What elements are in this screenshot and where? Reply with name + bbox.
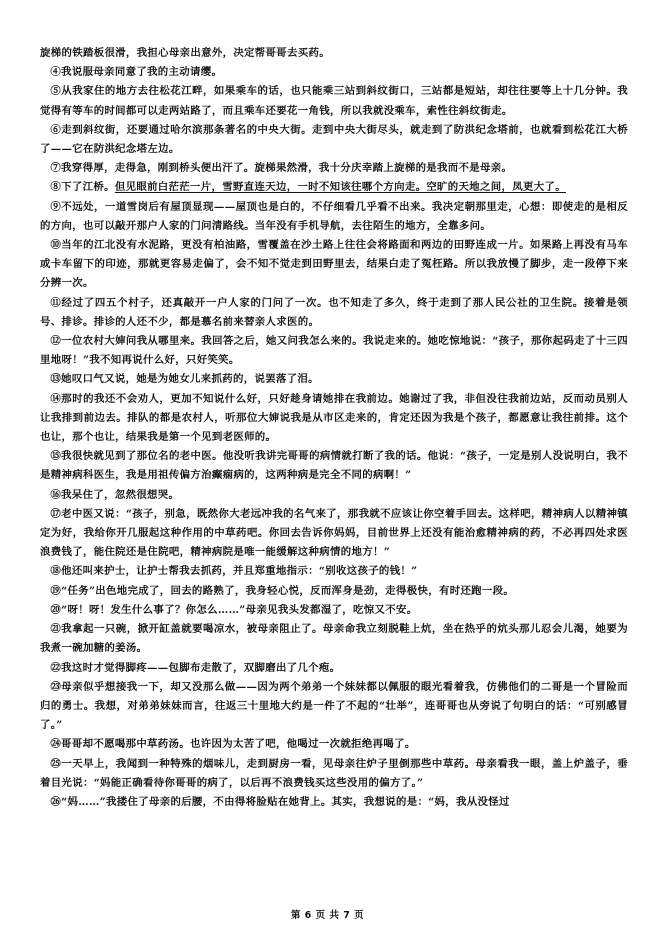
paragraph-text: ⑥走到斜纹街，还要通过哈尔滨那条著名的中央大街。走到中央大街尽头，就走到了防洪纪念塔前，也就看到松花江大桥了——它在防洪纪念塔左边。 xyxy=(40,123,628,156)
paragraph-text: ㉓母亲似乎想接我一下，却又没那么做——因为两个弟弟一个妹妹都以佩服的眼光看着我，仿佛他们的二哥是一个冒险而归的勇士。我想，对弟弟妹妹而言，往返三十里地大约是一件了不起的“壮举”，连哥哥也从旁说了句明白的话：“可别感冒了。” xyxy=(40,680,628,732)
paragraph xyxy=(40,601,628,620)
paragraph-text: ㉑我拿起一只碗，掀开缸盖就要喝凉水，被母亲阻止了。母亲命我立刻脱鞋上炕，坐在热乎的炕头那儿忍会儿渴，她要为我煮一碗加糖的姜汤。 xyxy=(40,623,628,655)
paragraph xyxy=(40,735,628,754)
paragraph xyxy=(40,178,628,197)
paragraph xyxy=(40,486,628,505)
paragraph-text: ⑬她叹口气又说，她是为她女儿来抓药的，说罢落了泪。 xyxy=(50,373,319,386)
paragraph xyxy=(40,370,628,389)
paragraph-text: ⑮我很快就见到了那位名的老中医。他没听我讲完哥哥的病情就打断了我的话。他说：“孩子，一定是别人没说明白，我不是精神病科医生，我是用祖传偏方治癫痫病的，这两种病是完全不同的病啊！” xyxy=(40,450,628,482)
paragraph xyxy=(40,447,628,485)
paragraph xyxy=(40,198,628,236)
paragraph xyxy=(40,793,628,812)
paragraph xyxy=(40,582,628,601)
paragraph-text: ⑰老中医又说：“孩子，别急，既然你大老远冲我的名气来了，那我就不应该让你空着手回去。这样吧，精神病人以精神镇定为好，我给你开几服起这种作用的中草药吧。你回去告诉你妈妈，目前世界上还没有能治愈精神病的药，不必再四处求医浪费钱了，能住院还是住院吧，精神病院是唯一能缓解这种病情的地方！” xyxy=(40,507,628,559)
paragraph xyxy=(40,294,628,332)
paragraph-text: 旋梯的铁踏板很滑，我担心母亲出意外，决定帮哥哥去买药。 xyxy=(40,47,330,59)
paragraph-text: ⑧下了江桥。 xyxy=(50,181,115,194)
paragraph xyxy=(40,678,628,736)
paragraph xyxy=(40,159,628,178)
page-footer: 第 6 页 共 7 页 xyxy=(290,910,365,921)
paragraph xyxy=(40,121,628,159)
paragraph xyxy=(40,332,628,370)
paragraph-text: ④我说服母亲同意了我的主动请缨。 xyxy=(50,66,223,79)
paragraph-text: ⑩当年的江北没有水泥路，更没有柏油路，雪覆盖在沙土路上往往会将路面和两边的田野连成一片。如果路上再没有马车或卡车留下的印迹，那就更容易走偏了，会不知不觉走到田野里去，结果白走了冤枉路。所以我放慢了脚步，走一段停下来分辨一次。 xyxy=(40,239,628,290)
paragraph-text: ⑪经过了四五个村子，还真敲开一户人家的门问了一次。也不知走了多久，终于走到了那人民公社的卫生院。接着是领号、排诊。排诊的人还不少，都是慕名前来替亲人求医的。 xyxy=(40,296,628,328)
paragraph xyxy=(40,505,628,563)
paragraph-text: ㉒我这时才觉得脚疼——包脚布走散了，双脚磨出了几个疱。 xyxy=(50,661,341,674)
paragraph xyxy=(40,755,628,793)
paragraph xyxy=(40,562,628,581)
paragraph-text: ㉕一天早上，我闻到一种特殊的烟味儿，走到厨房一看，见母亲往炉子里倒那些中草药。母亲看我一眼，盖上炉盖子，垂着目光说：“妈能正确看待你哥哥的病了，以后再不浪费钱买这些没用的偏方了。” xyxy=(40,757,628,789)
article-body xyxy=(40,44,628,812)
paragraph-text: ⑤从我家住的地方去往松花江畔，如果乘车的话，也只能乘三站到斜纹街口，三站都是短站，却往往要等上十几分钟。我觉得有等车的时间都可以走两站路了，而且乘车还要花一角钱，所以我就没乘车，索性往斜纹街走。 xyxy=(40,85,628,117)
paragraph-text: ⑱他还叫来护士，让护士帮我去抓药，并且郑重地指示：“别收这孩子的钱！” xyxy=(50,565,418,578)
underlined-text: 但见眼前白茫茫一片，雪野直连天边，一时不知该往哪个方向走。空旷的天地之间，凤更大了。 xyxy=(114,181,566,194)
paragraph xyxy=(40,236,628,294)
paragraph-text: ㉔哥哥却不愿喝那中草药汤。也许因为太苦了吧，他喝过一次就拒绝再喝了。 xyxy=(50,738,416,751)
paragraph-text: ⑯我呆住了，忽然很想哭。 xyxy=(50,488,180,501)
paragraph xyxy=(40,44,628,63)
paragraph xyxy=(40,82,628,120)
paragraph-text: ⑦我穿得厚，走得急，刚到桥头便出汗了。旋梯果然滑，我十分庆幸踏上旋梯的是我而不是母亲。 xyxy=(50,162,513,175)
paragraph xyxy=(40,63,628,82)
paragraph xyxy=(40,620,628,658)
paragraph-text: ⑲“任务”出色地完成了，回去的路熟了，我身轻心悦，反而浑身是劲，走得极快，有时还跑一段。 xyxy=(50,584,515,597)
paragraph-text: ⑳“呀！呀！发生什么事了？你怎么……”母亲见我头发都湿了，吃惊又不安。 xyxy=(50,603,418,616)
paragraph xyxy=(40,390,628,448)
paragraph-text: ㉖“妈……”我搂住了母亲的后腰，不由得将脸贴在她背上。其实，我想说的是：“妈，我从没怪过 xyxy=(50,795,510,808)
paragraph-text: ⑨不远处，一道雪岗后有屋顶显现——屋顶也是白的，不仔细看几乎看不出来。我决定朝那里走，心想：即使走的是相反的方向，也可以敲开那户人家的门问清路线。当年没有手机导航，去往陌生的地方，全靠多问。 xyxy=(40,200,628,232)
paragraph-text: ⑭那时的我还不会劝人，更加不知说什么好，只好趁身请她排在我前边。她谢过了我，非但没往我前边站，反而动员别人让我排到前边去。排队的都是农村人，听那位大婶说我是从市区走来的，肯定还因为我是个孩子，都愿意让我往前排。这个也让，那个也让，结果我是第一个见到老医师的。 xyxy=(40,392,628,444)
paragraph-text: ⑫一位农村大婶问我从哪里来。我回答之后，她又问我怎么来的。我说走来的。她吃惊地说：“孩子，那你起码走了十三四里地呀！”我不知再说什么好，只好笑笑。 xyxy=(40,335,628,367)
paragraph xyxy=(40,659,628,678)
